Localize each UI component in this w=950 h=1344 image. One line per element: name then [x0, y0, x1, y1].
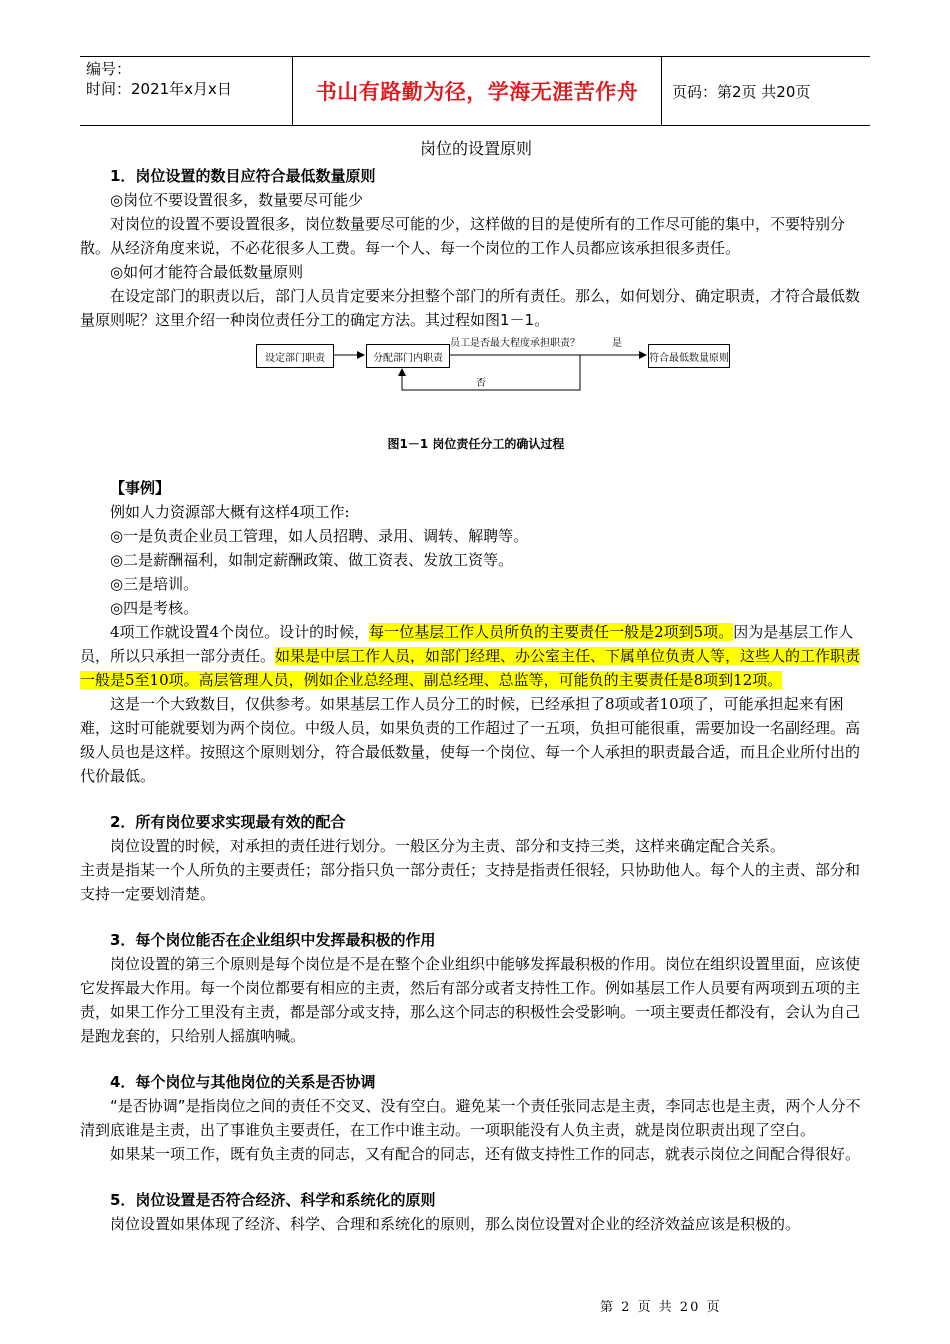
- highlight-basic-staff: 每一位基层工作人员所负的主要责任一般是2项到5项。: [369, 623, 734, 641]
- section-1-para-1: 对岗位的设置不要设置很多，岗位数量要尽可能的少，这样做的目的是使所有的工作尽可能的集中，不要特别分散。从经济角度来说，不必花很多人工费。每一个人、每一个岗位的工作人员都应该承担很多责任。: [80, 215, 846, 257]
- case-para-1-b: 因为是基层工作人员，所以只承担一部分责任。: [80, 623, 854, 665]
- section-1-para-2: 在设定部门的职责以后，部门人员肯定要来分担整个部门的所有责任。那么，如何划分、确定职责，才符合最低数量原则呢？这里介绍一种岗位责任分工的确定方法。其过程如图1－1。: [80, 287, 861, 329]
- flow-yes-label: 是: [612, 338, 622, 349]
- flow-box-meets-principle: 符合最低数量原则: [648, 344, 730, 368]
- case-para-2: 这是一个大致数目，仅供参考。如果基层工作人员分工的时候，已经承担了8项或者10项了，可能承担起来有困难，这时可能就要划为两个岗位。中级人员，如果负责的工作超过了一五项，负担可能很重，需要加设一名副经理。高级人员也是这样。按照这个原则划分，符合最低数量，使每一个岗位、每一个人承担的职责最合适，而且企业所付出的代价最低。: [80, 695, 861, 785]
- time-label: 时间：2021年x月x日: [86, 80, 232, 98]
- flow-box-allocate-duties: 分配部门内职责: [366, 344, 450, 368]
- section-2-para-1: 岗位设置的时候，对承担的责任进行划分。一般区分为主责、部分和支持三类，这样来确定配合关系。: [110, 837, 786, 855]
- header-page-info: 页码：第2页 共20页: [672, 82, 811, 101]
- flow-diagram: [80, 336, 872, 428]
- section-1-sub-1: ◎岗位不要设置很多，数量要尽可能少: [110, 191, 364, 209]
- document-title: 岗位的设置原则: [419, 139, 532, 158]
- section-3-para-1: 岗位设置的第三个原则是每个岗位是不是在整个企业组织中能够发挥最积极的作用。岗位在组织设置里面，应该使它发挥最大作用。每一个岗位都要有相应的主责，然后有部分或者支持性工作。例如基层工作人员要有两项到五项的主责，如果工作分工里没有主责，都是部分或支持，那么这个同志的积极性会受影响。一项主要责任都没有，会认为自己是跑龙套的，只给别人摇旗呐喊。: [80, 955, 861, 1045]
- section-2-heading: 2．所有岗位要求实现最有效的配合: [110, 813, 346, 831]
- highlight-mid-high-staff: 如果是中层工作人员，如部门经理、办公室主任、下属单位负责人等，这些人的工作职责一般是5至10项。高层管理人员，例如企业总经理、副总经理、总监等，可能负的主要责任是8项到12项。: [80, 647, 861, 689]
- case-item-2: ◎二是薪酬福利，如制定薪酬政策、做工资表、发放工资等。: [110, 551, 514, 569]
- flow-box-set-duties: 设定部门职责: [256, 344, 334, 368]
- case-label: 【事例】: [110, 479, 171, 497]
- case-item-3: ◎三是培训。: [110, 575, 199, 593]
- number-label: 编号：: [86, 60, 132, 78]
- section-4-para-1: “是否协调”是指岗位之间的责任不交叉、没有空白。避免某一个责任张同志是主责，李同志也是主责，两个人分不清到底谁是主责，出了事谁负主要责任，在工作中谁主动。一项职能没有人负主责，就是岗位职责出现了空白。: [80, 1097, 861, 1139]
- header-motto: 书山有路勤为径，学海无涯苦作舟: [292, 57, 662, 125]
- case-item-4: ◎四是考核。: [110, 599, 199, 617]
- document-body: [80, 136, 872, 1236]
- flow-no-label: 否: [476, 378, 486, 389]
- section-4-heading: 4．每个岗位与其他岗位的关系是否协调: [110, 1073, 376, 1091]
- page-footer: 第 2 页 共 20 页: [600, 1300, 722, 1315]
- case-intro: 例如人力资源部大概有这样4项工作:: [110, 503, 350, 521]
- page-header: [80, 56, 870, 126]
- section-5-para-1: 岗位设置如果体现了经济、科学、合理和系统化的原则，那么岗位设置对企业的经济效益应该是积极的。: [110, 1215, 801, 1233]
- section-1-heading: 1．岗位设置的数目应符合最低数量原则: [110, 167, 376, 185]
- case-item-1: ◎一是负责企业员工管理，如人员招聘、录用、调转、解聘等。: [110, 527, 529, 545]
- section-5-heading: 5．岗位设置是否符合经济、科学和系统化的原则: [110, 1191, 436, 1209]
- header-meta: [80, 57, 292, 125]
- section-2-para-2: 主责是指某一个人所负的主要责任；部分指只负一部分责任；支持是指责任很轻，只协助他人。每个人的主责、部分和支持一定要划清楚。: [80, 861, 861, 903]
- case-para-1-a: 4项工作就设置4个岗位。设计的时候，: [110, 623, 370, 641]
- figure-caption: 图1－1 岗位责任分工的确认过程: [387, 437, 565, 451]
- case-para-1: [80, 620, 872, 692]
- flow-question: 员工是否最大程度承担职责？: [450, 338, 580, 349]
- section-4-para-2: 如果某一项工作，既有负主责的同志，又有配合的同志，还有做支持性工作的同志，就表示岗位之间配合得很好。: [110, 1145, 861, 1163]
- section-3-heading: 3．每个岗位能否在企业组织中发挥最积极的作用: [110, 931, 436, 949]
- section-1-sub-2: ◎如何才能符合最低数量原则: [110, 263, 304, 281]
